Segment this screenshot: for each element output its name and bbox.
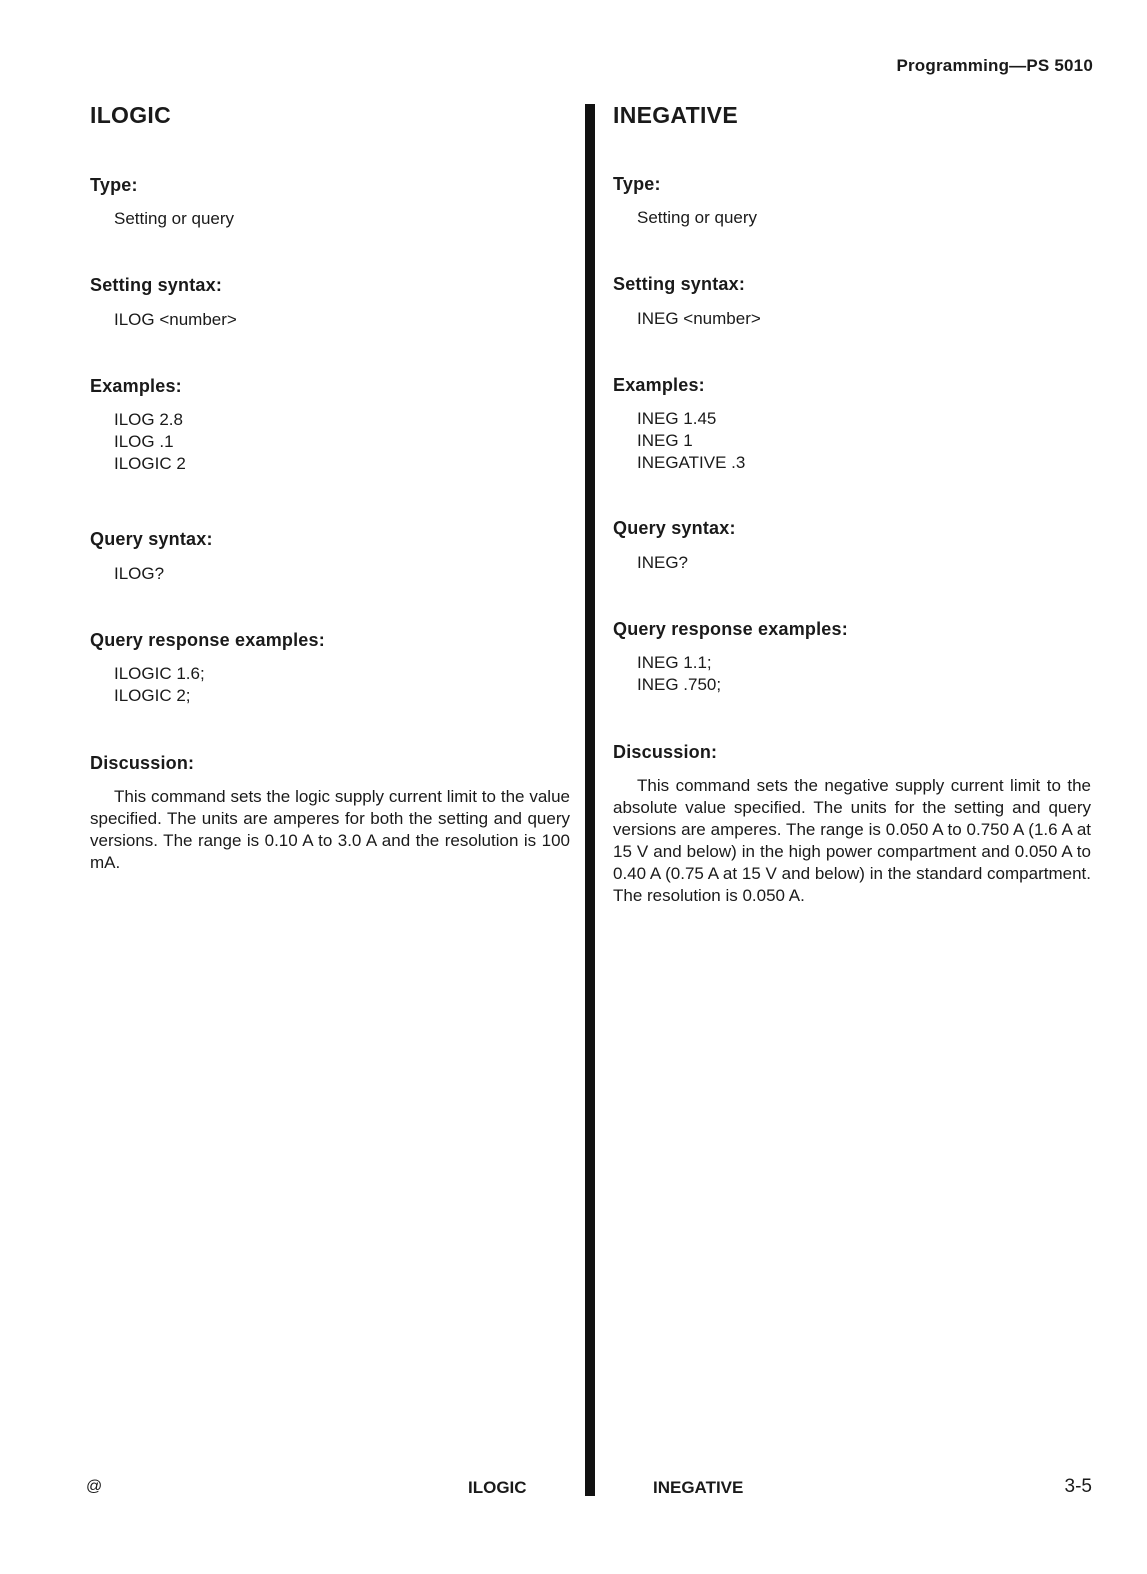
discussion-section [613, 741, 1091, 907]
query-response-section [613, 618, 1091, 696]
copyright-mark: @ [86, 1478, 103, 1495]
command-title: INEGATIVE [613, 102, 738, 128]
query-syntax: ILOG? [114, 564, 165, 583]
section-heading: Setting syntax: [90, 275, 223, 295]
discussion-text: This command sets the logic supply current limit to the value specified. The units are amperes for both the setting and query versions. The range is 0.10 A to 3.0 A and the resolution is 100 mA. [90, 787, 570, 872]
setting-syntax: INEG <number> [637, 309, 761, 328]
section-heading: Type: [613, 174, 661, 194]
response-line: ILOGIC 2; [114, 686, 191, 705]
section-heading: Examples: [613, 375, 705, 395]
examples-section [90, 375, 570, 475]
page-number: 3-5 [1064, 1476, 1092, 1497]
section-heading: Discussion: [613, 742, 718, 762]
command-title: ILOGIC [90, 102, 172, 128]
footer-command-left: ILOGIC [468, 1478, 527, 1497]
example-line: ILOG 2.8 [114, 410, 183, 429]
setting-syntax-section [90, 274, 570, 331]
example-line: ILOGIC 2 [114, 454, 186, 473]
type-value: Setting or query [637, 208, 758, 227]
footer-command-right: INEGATIVE [653, 1478, 744, 1497]
setting-syntax: ILOG <number> [114, 310, 237, 329]
response-line: INEG .750; [637, 675, 722, 694]
examples-section [613, 374, 1091, 474]
section-heading: Query response examples: [613, 619, 848, 639]
query-syntax: INEG? [637, 553, 689, 572]
setting-syntax-section [613, 273, 1091, 330]
example-line: INEGATIVE .3 [637, 453, 746, 472]
section-heading: Type: [90, 175, 138, 195]
query-syntax-section [90, 528, 570, 585]
response-line: ILOGIC 1.6; [114, 664, 205, 683]
response-line: INEG 1.1; [637, 653, 712, 672]
discussion-text: This command sets the negative supply current limit to the absolute value specified. The units for the setting and query versions are amperes. The range is 0.050 A to 0.750 A (1.6 A at 15 V and below) in the high power compartment and 0.050 A to 0.40 A (0.75 A at 15 V and below) in the standard compartment. The resolution is 0.050 A. [613, 776, 1091, 905]
query-response-section [90, 629, 570, 707]
type-section [613, 173, 1091, 229]
type-value: Setting or query [114, 209, 235, 228]
query-syntax-section [613, 517, 1091, 574]
example-line: INEG 1.45 [637, 409, 717, 428]
section-heading: Examples: [90, 376, 182, 396]
type-section [90, 174, 570, 230]
discussion-section [90, 752, 570, 874]
section-heading: Setting syntax: [613, 274, 746, 294]
example-line: INEG 1 [637, 431, 693, 450]
running-header: Programming—PS 5010 [896, 56, 1093, 75]
example-line: ILOG .1 [114, 432, 174, 451]
section-heading: Query syntax: [90, 529, 213, 549]
section-heading: Query response examples: [90, 630, 325, 650]
section-heading: Query syntax: [613, 518, 736, 538]
section-heading: Discussion: [90, 753, 195, 773]
column-divider [585, 104, 595, 1496]
